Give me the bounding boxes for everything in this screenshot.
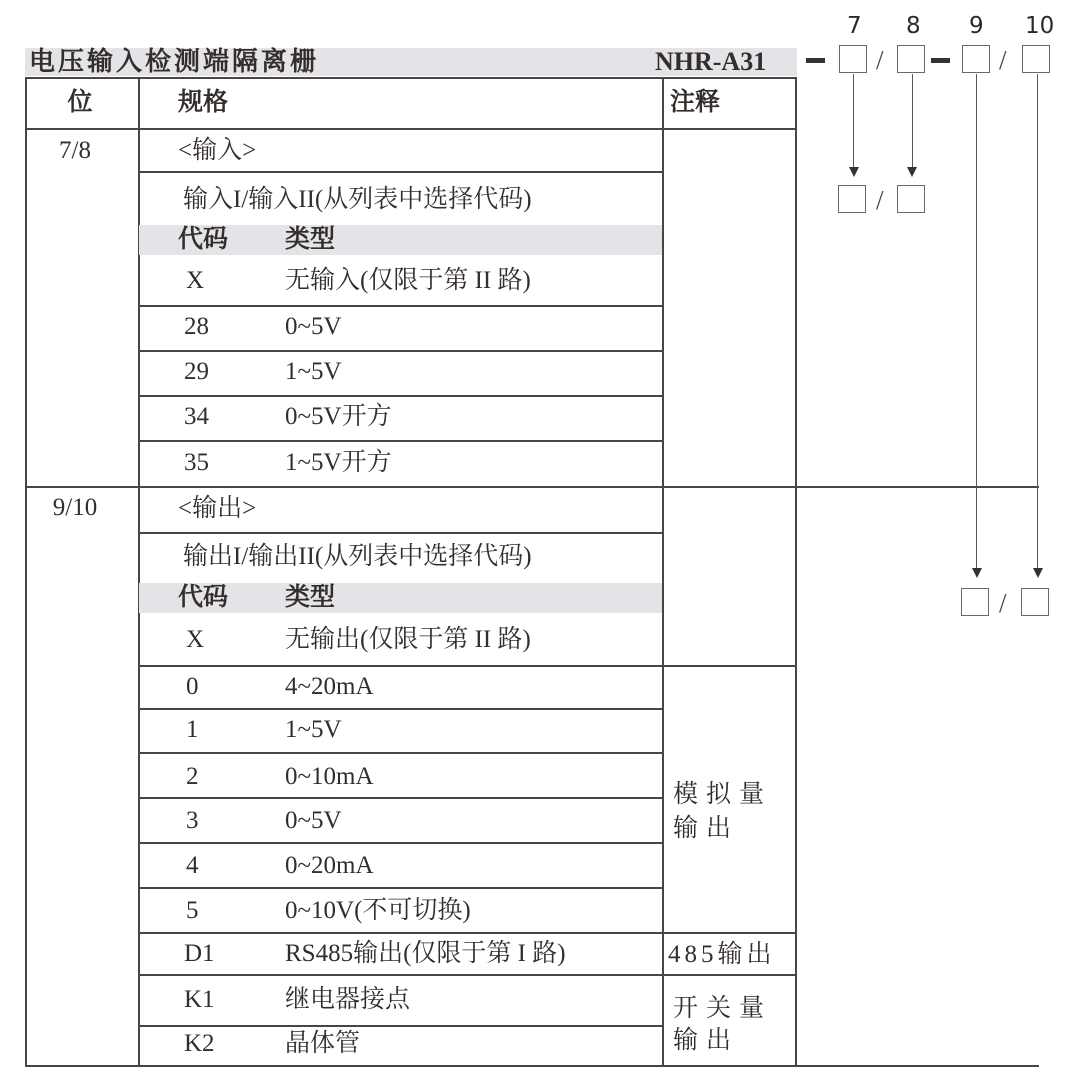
type-cell: 1~5V [285,358,342,385]
code-slash: / [999,588,1007,618]
code-cell: K1 [184,986,215,1013]
code-cell: 28 [184,313,209,340]
input-code-box-II [897,185,925,213]
code-cell: 35 [184,449,209,476]
type-header-label: 类型 [285,226,336,253]
code-dash [931,58,950,63]
code-cell: 1 [186,716,199,743]
type-cell: 继电器接点 [285,986,411,1013]
bottom-border-line [25,1065,1039,1067]
grid-line [25,77,27,1065]
grid-line [138,842,662,844]
type-cell: 0~20mA [285,852,374,879]
pos-value-78: 7/8 [59,137,91,164]
digit-label-8: 8 [906,13,921,39]
type-cell: 1~5V开方 [285,449,392,476]
type-cell: 0~5V [285,807,342,834]
grid-line [138,171,662,173]
output-group-label: <输出> [178,495,257,522]
grid-line [138,752,662,754]
code-cell: X [186,267,205,294]
column-header-pos: 位 [67,89,93,116]
code-cell: 4 [186,852,199,879]
grid-line [25,128,797,130]
grid-line [138,440,662,442]
type-cell: 1~5V [285,716,342,743]
code-dash [806,58,825,63]
arrow-head-9 [972,568,982,578]
input-desc: 输入I/输入II(从列表中选择代码) [183,186,532,213]
grid-line [138,932,797,934]
model-number: NHR-A31 [655,47,767,76]
code-box-10 [1022,45,1050,73]
arrow-line-9 [976,74,977,569]
grid-line [138,305,662,307]
code-cell: 2 [186,763,199,790]
code-box-8 [897,45,925,73]
pos-value-910: 9/10 [52,494,98,521]
note-analog-line2: 输出 [673,815,740,842]
output-desc: 输出I/输出II(从列表中选择代码) [183,543,532,570]
grid-line [138,1025,662,1027]
column-header-note: 注释 [670,89,721,116]
code-header-label: 代码 [178,584,229,611]
digit-label-9: 9 [969,13,984,39]
code-cell: 3 [186,807,199,834]
section-divider-line [25,486,1039,488]
output-code-box-II [1021,588,1049,616]
grid-line [138,887,662,889]
grid-line [138,974,797,976]
arrow-line-8 [912,74,913,167]
input-code-box-I [838,185,866,213]
grid-line [138,532,662,534]
grid-line [138,665,797,667]
note-analog-line1: 模拟量 [673,781,773,808]
arrow-head-10 [1033,568,1043,578]
grid-line [795,77,797,1065]
code-cell: 0 [186,673,199,700]
grid-line [138,797,662,799]
arrow-line-10 [1037,74,1038,569]
code-cell: 29 [184,358,209,385]
arrow-head-7 [849,167,859,177]
type-cell: 0~5V开方 [285,403,392,430]
type-cell: 0~10mA [285,763,374,790]
grid-line [138,395,662,397]
column-header-spec: 规格 [178,89,229,116]
output-code-box-I [961,588,989,616]
code-slash: / [999,45,1007,75]
arrow-head-8 [907,167,917,177]
code-cell: 34 [184,403,209,430]
type-cell: 0~5V [285,313,342,340]
arrow-line-7 [853,74,854,167]
grid-line [25,77,797,79]
type-cell: 晶体管 [285,1030,361,1057]
code-box-9 [962,45,990,73]
input-group-label: <输入> [178,137,257,164]
code-cell: X [186,626,205,653]
code-cell: K2 [184,1030,215,1057]
grid-line [138,708,662,710]
note-rs485: 485输出 [668,941,776,968]
code-cell: 5 [186,897,199,924]
digit-label-7: 7 [847,13,862,39]
grid-line [138,350,662,352]
type-cell: 无输出(仅限于第 II 路) [285,626,531,653]
digit-label-10: 10 [1025,13,1055,39]
type-cell: 无输入(仅限于第 II 路) [285,267,531,294]
note-switch-line1: 开关量 [673,995,773,1022]
code-slash: / [876,45,884,75]
type-cell: 0~10V(不可切换) [285,897,471,924]
code-cell: D1 [184,940,215,967]
page-title: 电压输入检测端隔离栅 [29,47,320,76]
note-switch-line2: 输出 [673,1027,740,1054]
type-cell: RS485输出(仅限于第 I 路) [285,940,566,967]
code-slash: / [876,185,884,215]
grid-line [662,77,664,1065]
code-box-7 [839,45,867,73]
type-cell: 4~20mA [285,673,374,700]
code-header-label: 代码 [178,226,229,253]
type-header-label: 类型 [285,584,336,611]
